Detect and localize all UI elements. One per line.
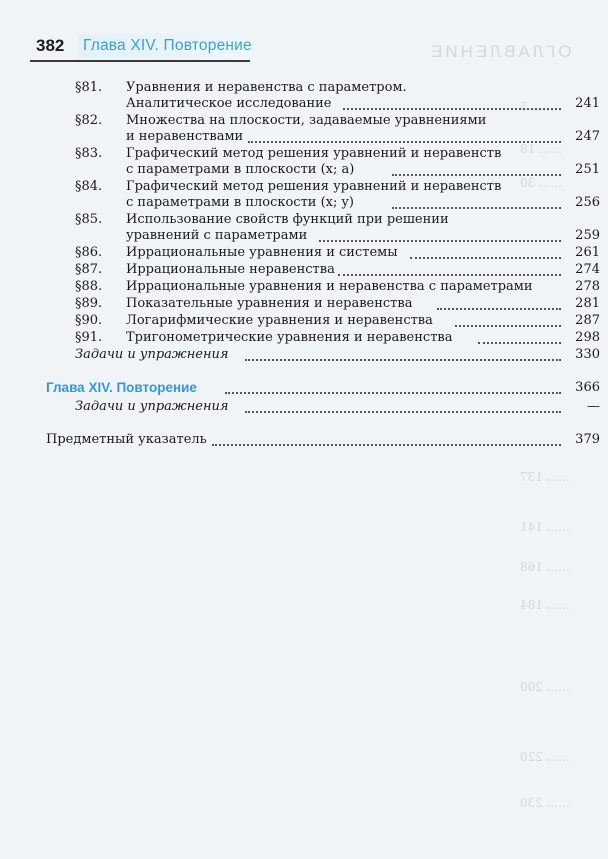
entry-title-line: Графический метод решения уравнений и неравенств <box>126 179 502 194</box>
entry-page: 251 <box>575 162 600 177</box>
entry-title-line: Множества на плоскости, задаваемые уравнениями <box>126 113 487 128</box>
running-chapter-title: Глава XIV. Повторение <box>83 37 252 54</box>
entry-title-line: уравнений с параметрами <box>126 228 308 243</box>
section-number: §91. <box>75 330 103 345</box>
show-through-heading: ОГЛАВЛЕНИЕ <box>428 42 572 61</box>
section-number: §83. <box>75 146 103 161</box>
entry-title-line: Показательные уравнения и неравенства <box>126 296 413 311</box>
entry-page: — <box>587 399 600 414</box>
entry-title-line: с параметрами в плоскости (x; y) <box>126 195 354 210</box>
entry-page: 287 <box>575 313 600 328</box>
section-number: §88. <box>75 279 103 294</box>
section-number: §85. <box>75 212 103 227</box>
page-number: 382 <box>36 36 65 55</box>
entry-title-line: Графический метод решения уравнений и неравенств <box>126 146 502 161</box>
entry-title-line: Использование свойств функций при решении <box>126 212 449 227</box>
entry-title-line: Иррациональные уравнения и неравенства с параметрами <box>126 279 533 294</box>
entry-title-line: Уравнения и неравенства с параметром. <box>126 80 407 95</box>
book-page: 382 Глава XIV. Повторение ОГЛАВЛЕНИЕ ...... 5 ...... 18 ...... 30 ...... 137 ...... 141 ...... 168 ...... 184 ...... 200 ...... 220 ...... 230 §81. Уравнения и неравенства с параметром. Аналитическое исследование 241 §82. Множества на плоскости, задаваемые уравнениями и неравенствами 247 §83. Графический метод решения уравнений и неравенств с параметрами в плоскости (x; a) 251 §84. Графический метод решения уравнений и неравенств с параметрами в плоскости (x; y) 256 §85. Использование свойств функций при решении уравнений с параметрами 259 §86. Иррациональные уравнения и системы 261 §87. Иррациональные неравенства 274 §88. Иррациональные уравнения и неравенства с параметрами 278 §89. Показательные уравнения и неравенства 281 §90. Логарифмические уравнения и неравенства 287 §91. Тригонометрические уравнения и неравенства 298 Задачи и упражнения 330 Глава XIV. Повторение 366 Задачи и упражнения — Предметный указатель 379 <box>0 0 608 859</box>
entry-title-line: Предметный указатель <box>46 432 207 447</box>
entry-title-line: с параметрами в плоскости (x; a) <box>126 162 355 177</box>
section-number: §81. <box>75 80 103 95</box>
section-number: §84. <box>75 179 103 194</box>
entry-page: 278 <box>575 279 600 294</box>
entry-title-line: Иррациональные неравенства <box>126 262 335 277</box>
entry-title-line: Логарифмические уравнения и неравенства <box>126 313 433 328</box>
entry-page: 379 <box>575 432 600 447</box>
entry-page: 259 <box>575 228 600 243</box>
dot-leader <box>437 306 561 310</box>
entry-title-line: Иррациональные уравнения и системы <box>126 245 398 260</box>
entry-page: 261 <box>575 245 600 260</box>
section-number: §82. <box>75 113 103 128</box>
entry-page: 298 <box>575 330 600 345</box>
dot-leader <box>245 409 561 413</box>
entry-page: 247 <box>575 129 600 144</box>
dot-leader <box>392 205 561 209</box>
entry-page: 274 <box>575 262 600 277</box>
dot-leader <box>319 238 561 242</box>
section-number: §89. <box>75 296 103 311</box>
entry-page: 256 <box>575 195 600 210</box>
entry-title-line: Тригонометрические уравнения и неравенства <box>126 330 453 345</box>
entry-page: 330 <box>575 347 600 362</box>
dot-leader <box>225 390 561 394</box>
section-number: §86. <box>75 245 103 260</box>
entry-page: 241 <box>575 96 600 111</box>
dot-leader <box>248 139 561 143</box>
dot-leader <box>392 172 561 176</box>
header-rule <box>30 60 250 62</box>
dot-leader <box>410 255 561 259</box>
entry-page: 281 <box>575 296 600 311</box>
dot-leader <box>338 272 561 276</box>
entry-page: 366 <box>575 380 600 395</box>
dot-leader <box>245 357 561 361</box>
section-number: §90. <box>75 313 103 328</box>
entry-title-line: и неравенствами <box>126 129 244 144</box>
entry-title-line: Задачи и упражнения <box>75 347 229 362</box>
chapter-title: Глава XIV. Повторение <box>46 380 197 395</box>
dot-leader <box>212 442 561 446</box>
dot-leader <box>478 340 561 344</box>
dot-leader <box>343 106 561 110</box>
section-number: §87. <box>75 262 103 277</box>
entry-title-line: Аналитическое исследование <box>126 96 332 111</box>
entry-title-line: Задачи и упражнения <box>75 399 229 414</box>
dot-leader <box>455 323 561 327</box>
